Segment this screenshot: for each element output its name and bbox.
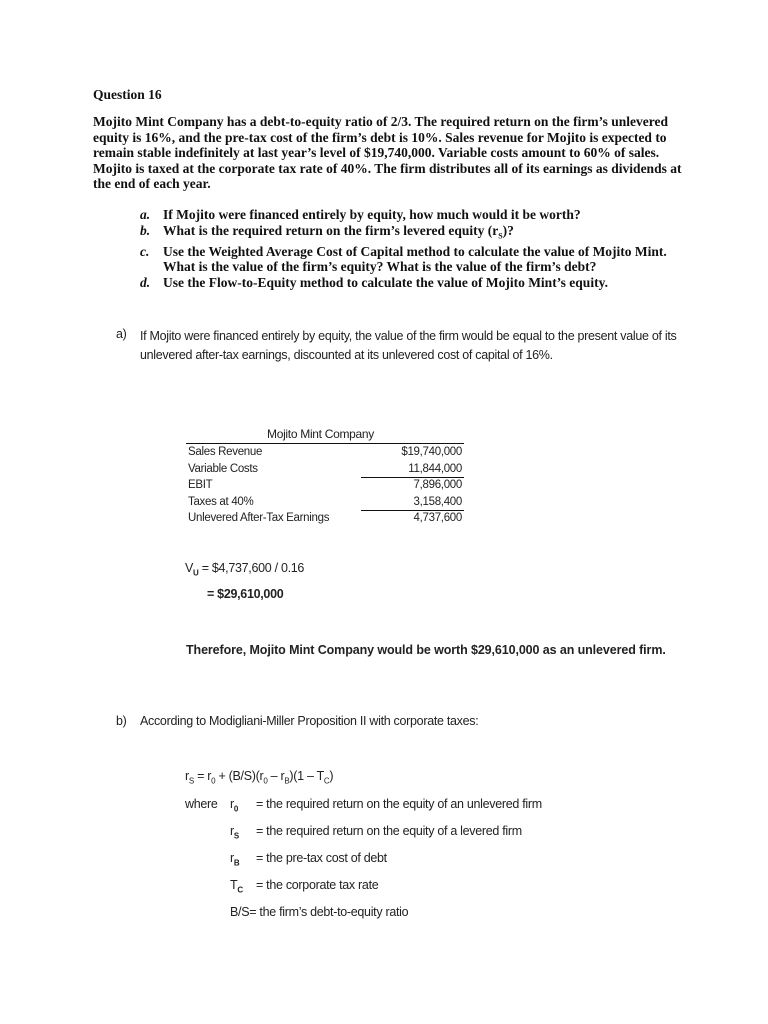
def-text: = the required return on the equity of an unlevered firm bbox=[256, 797, 542, 811]
table-row bbox=[186, 477, 464, 494]
definition-item bbox=[230, 878, 542, 905]
definition-item bbox=[230, 851, 542, 878]
def-text: = the corporate tax rate bbox=[256, 878, 379, 892]
table-row bbox=[186, 510, 464, 527]
def-symbol: r bbox=[230, 851, 234, 865]
def-symbol: r bbox=[230, 797, 234, 811]
item-text: If Mojito were financed entirely by equity, how much would it be worth? bbox=[163, 207, 581, 222]
formula-part: – r bbox=[267, 769, 285, 783]
question-body: Mojito Mint Company has a debt-to-equity ratio of 2/3. The required return on the firm’s unlevered equity is 16%, and the pre-tax cost of the firm’s debt is 10%. Sales revenue for Mojito is expected to remain stable indefinitely at last year’s level of $19,740,000. Variable costs amount to 60% of sales. Mojito is taxed at the corporate tax rate of 40%. The firm distributes all of its earnings as dividends at the end of each year. bbox=[93, 114, 682, 191]
table-row bbox=[186, 494, 464, 511]
row-label: Unlevered After-Tax Earnings bbox=[188, 512, 330, 524]
list-item bbox=[140, 207, 680, 223]
answer-a-label: a) bbox=[116, 327, 127, 341]
table-title: Mojito Mint Company bbox=[267, 427, 375, 441]
item-text: Use the Flow-to-Equity method to calculate the value of Mojito Mint’s equity. bbox=[163, 274, 608, 290]
table-row bbox=[186, 461, 464, 478]
row-value: 3,158,400 bbox=[413, 495, 462, 508]
def-text: = the required return on the equity of a levered firm bbox=[256, 824, 522, 838]
def-symbol: B/S bbox=[230, 905, 250, 919]
vu-result: = $29,610,000 bbox=[207, 587, 284, 601]
income-table bbox=[186, 443, 464, 527]
row-label: Sales Revenue bbox=[188, 446, 263, 458]
item-text-after: )? bbox=[502, 222, 514, 238]
row-value: 11,844,000 bbox=[408, 462, 462, 475]
formula-part: + (B/S)(r bbox=[215, 769, 264, 783]
list-item bbox=[140, 244, 680, 275]
table-row bbox=[186, 444, 464, 461]
question-list bbox=[140, 207, 680, 290]
definition-item bbox=[230, 824, 542, 851]
question-title: Question 16 bbox=[93, 87, 162, 102]
formula-part: )(1 – T bbox=[289, 769, 324, 783]
def-subscript: S bbox=[233, 831, 239, 841]
item-text: What is the required return on the firm’s levered equity (r bbox=[163, 222, 499, 238]
item-subscript: S bbox=[498, 231, 503, 241]
answer-b-text: According to Modigliani-Miller Proposition II with corporate taxes: bbox=[140, 714, 479, 728]
vu-subscript: U bbox=[193, 568, 199, 578]
formula-part: = r bbox=[193, 769, 212, 783]
def-text: = the pre-tax cost of debt bbox=[256, 851, 387, 865]
def-symbol: r bbox=[230, 824, 234, 838]
item-letter: d. bbox=[140, 274, 151, 290]
formula-part: ) bbox=[329, 769, 334, 783]
formula-part: r bbox=[185, 769, 189, 783]
item-letter: a. bbox=[140, 207, 151, 222]
formula-sub: 0 bbox=[211, 776, 216, 786]
row-value: 7,896,000 bbox=[413, 479, 462, 491]
definition-item bbox=[230, 797, 542, 824]
row-label: Variable Costs bbox=[188, 462, 258, 475]
list-item bbox=[140, 275, 680, 291]
row-label: Taxes at 40% bbox=[188, 495, 254, 508]
answer-a-text: If Mojito were financed entirely by equity, the value of the firm would be equal to the present value of its unlevered after-tax earnings, discounted at its unlevered cost of capital of 16%. bbox=[140, 329, 677, 362]
vu-symbol: V bbox=[185, 561, 194, 575]
vu-equation bbox=[185, 561, 304, 578]
row-label: EBIT bbox=[188, 479, 213, 491]
list-item bbox=[140, 223, 680, 244]
conclusion-a: Therefore, Mojito Mint Company would be worth $29,610,000 as an unlevered firm. bbox=[186, 643, 666, 657]
row-value: $19,740,000 bbox=[401, 446, 462, 458]
formula-sub: 0 bbox=[263, 776, 268, 786]
formula-sub: C bbox=[323, 776, 330, 786]
item-letter: b. bbox=[140, 222, 151, 238]
def-symbol: T bbox=[230, 878, 238, 892]
definition-item bbox=[230, 905, 542, 932]
item-text: Use the Weighted Average Cost of Capital method to calculate the value of Mojito Mint. What is the value of the firm’s equity? What is the value of the firm’s debt? bbox=[163, 243, 667, 275]
where-label: where bbox=[185, 797, 218, 811]
mm-formula bbox=[185, 769, 333, 786]
row-value: 4,737,600 bbox=[413, 512, 462, 524]
formula-sub: B bbox=[284, 776, 290, 786]
item-letter: c. bbox=[140, 243, 150, 259]
answer-b-label: b) bbox=[116, 714, 127, 728]
def-text: = the firm’s debt-to-equity ratio bbox=[249, 905, 409, 919]
vu-line-1: = $4,737,600 / 0.16 bbox=[198, 561, 305, 575]
def-subscript: 0 bbox=[233, 804, 239, 814]
def-subscript: C bbox=[237, 885, 243, 895]
def-subscript: B bbox=[233, 858, 240, 868]
formula-sub: S bbox=[188, 776, 194, 786]
definitions-list bbox=[230, 797, 542, 932]
